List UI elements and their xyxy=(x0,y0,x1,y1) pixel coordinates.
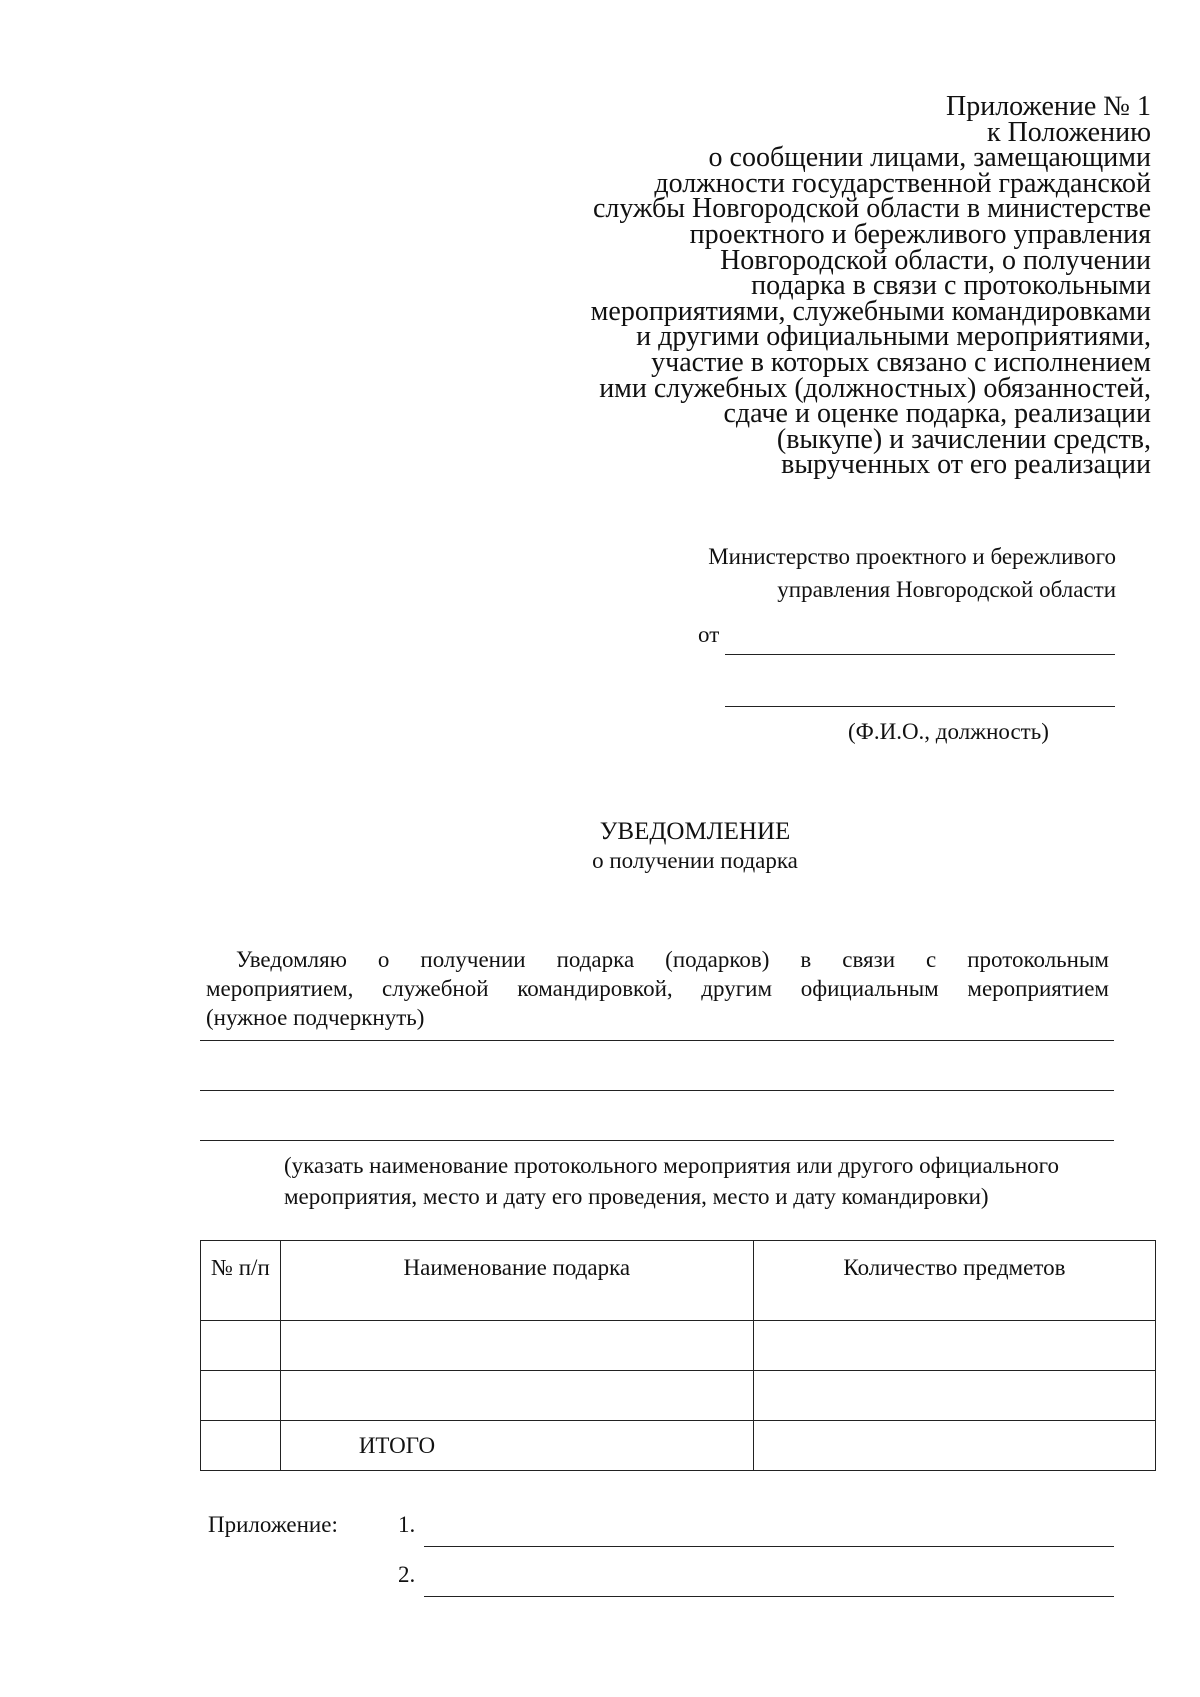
cell-name[interactable] xyxy=(280,1321,753,1371)
header-name: Наименование подарка xyxy=(280,1241,753,1321)
body-line: мероприятием, служебной командировкой, другим официальным мероприятием xyxy=(206,976,1109,1001)
from-label: от xyxy=(698,622,720,647)
header-line: и другими официальными мероприятиями, xyxy=(636,321,1151,353)
event-fill-line-2[interactable] xyxy=(200,1090,1114,1091)
table-total-row xyxy=(201,1421,1156,1471)
body-line: Уведомляю о получении подарка (подарков) в связи с протокольным xyxy=(236,947,1109,972)
header-line: (выкупе) и зачислении средств, xyxy=(776,423,1151,455)
cell-qty[interactable] xyxy=(753,1371,1155,1421)
header-line: службы Новгородской области в министерстве xyxy=(592,193,1151,225)
event-fill-line-1[interactable] xyxy=(200,1040,1114,1041)
header-line: подарка в связи с протокольными xyxy=(751,270,1151,302)
attachment-number-1: 1. xyxy=(398,1512,416,1537)
cell-num[interactable] xyxy=(201,1371,281,1421)
header-line: сдаче и оценке подарка, реализации xyxy=(723,398,1151,430)
header-line: к Положению xyxy=(986,116,1151,148)
addressee-line-1: Министерство проектного и бережливого xyxy=(708,544,1116,569)
header-line: Новгородской области, о получении xyxy=(720,244,1151,276)
notice-title: УВЕДОМЛЕНИЕ xyxy=(599,818,791,845)
cell-num[interactable] xyxy=(201,1321,281,1371)
notice-subtitle: о получении подарка xyxy=(592,848,798,873)
header-line: проектного и бережливого управления xyxy=(689,218,1151,250)
instruction-line: мероприятия, место и дату его проведения, место и дату командировки) xyxy=(284,1184,989,1209)
table-row xyxy=(201,1371,1156,1421)
attachments-label: Приложение: xyxy=(208,1512,338,1537)
addressee-block xyxy=(708,540,1116,606)
attachment-number-2: 2. xyxy=(398,1562,416,1587)
from-fill-line-1[interactable] xyxy=(725,654,1115,655)
header-num: № п/п xyxy=(201,1241,281,1321)
event-instruction xyxy=(284,1150,1059,1212)
event-fill-line-3[interactable] xyxy=(200,1140,1114,1141)
addressee-line-2: управления Новгородской области xyxy=(777,577,1116,602)
from-fill-line-2[interactable] xyxy=(725,706,1115,707)
cell-name[interactable] xyxy=(280,1371,753,1421)
header-line: о сообщении лицами, замещающими xyxy=(708,142,1151,174)
notice-body xyxy=(206,945,1109,1032)
cell-qty[interactable] xyxy=(753,1321,1155,1371)
attachment-fill-line-1[interactable] xyxy=(424,1546,1114,1547)
header-line: ими служебных (должностных) обязанностей, xyxy=(599,372,1151,404)
total-label: ИТОГО xyxy=(280,1421,753,1471)
attachment-fill-line-2[interactable] xyxy=(424,1596,1114,1597)
cell-num xyxy=(201,1421,281,1471)
body-line: (нужное подчеркнуть) xyxy=(206,1005,425,1030)
cell-total-qty[interactable] xyxy=(753,1421,1155,1471)
header-line: Приложение № 1 xyxy=(946,91,1151,122)
header-line: мероприятиями, служебными командировками xyxy=(590,295,1151,327)
header-qty: Количество предметов xyxy=(753,1241,1155,1321)
gifts-table xyxy=(200,1240,1156,1471)
table-row xyxy=(201,1321,1156,1371)
header-line: вырученных от его реализации xyxy=(781,449,1151,481)
header-line: участие в которых связано с исполнением xyxy=(651,346,1151,378)
appendix-header xyxy=(531,91,1151,481)
instruction-line: (указать наименование протокольного мероприятия или другого официального xyxy=(284,1153,1060,1178)
header-line: должности государственной гражданской xyxy=(654,167,1151,199)
fio-caption: (Ф.И.О., должность) xyxy=(848,719,1049,744)
table-header-row xyxy=(201,1241,1156,1321)
